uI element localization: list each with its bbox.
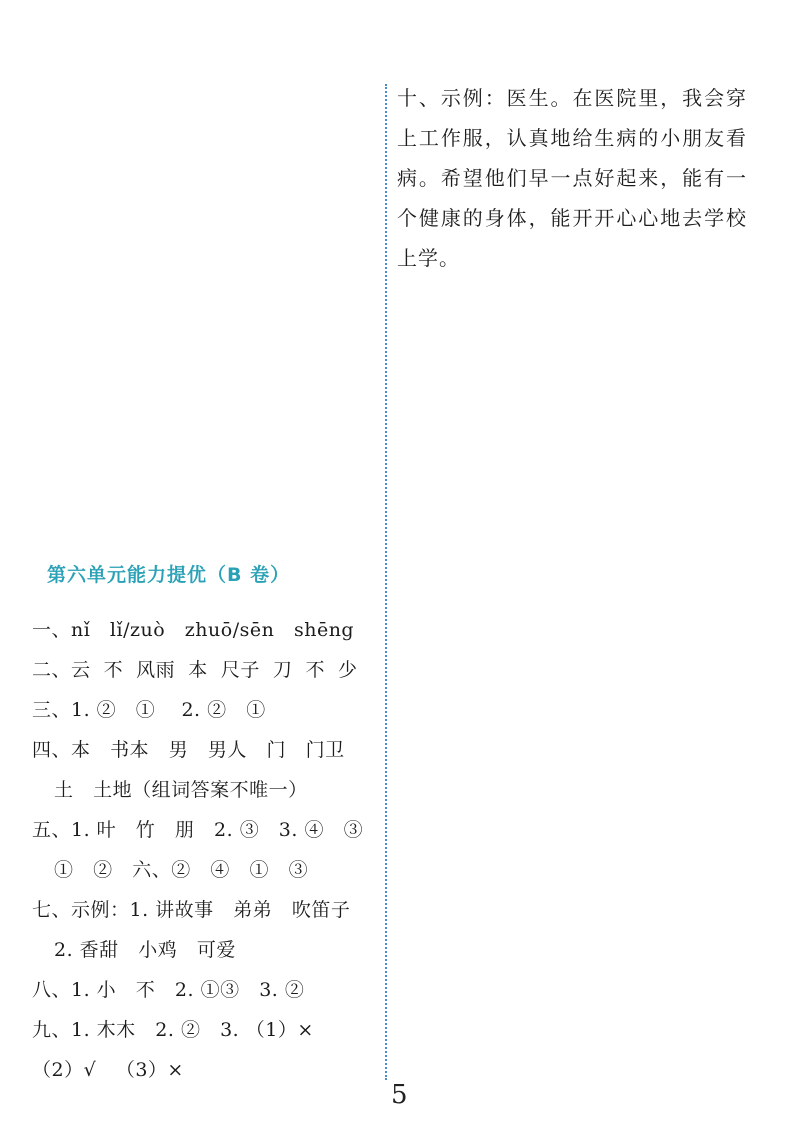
answer-line-7-cont: 2. 香甜 小鸡 可爱 [54,939,236,961]
answer-line-7: 七、示例：1. 讲故事 弟弟 吹笛子 [32,899,351,921]
answer-line-5-cont: ① ② 六、② ④ ① ③ [54,859,309,881]
answer-line-4-cont: 土 土地（组词答案不唯一） [54,779,308,801]
answer-list [32,610,382,1090]
answer-line-1: 一、nǐ lǐ/zuò zhuō/sēn shēng [32,619,355,641]
answer-line-5: 五、1. 叶 竹 朋 2. ③ 3. ④ ③ [32,819,364,841]
section-title: 第六单元能力提优（B 卷） [47,564,291,586]
column-divider [385,84,387,1080]
answer-paragraph-ten: 十、示例：医生。在医院里，我会穿上工作服，认真地给生病的小朋友看病。希望他们早一点好起来，能有一个健康的身体，能开开心心地去学校上学。 [397,86,747,270]
answer-line-8: 八、1. 小 不 2. ①③ 3. ② [32,979,305,1001]
answer-line-2: 二、云 不 风雨 本 尺子 刀 不 少 [32,659,358,681]
right-column [397,78,747,278]
page-number: 5 [391,1080,408,1110]
answer-line-9-cont: （2）√ （3）× [32,1059,184,1081]
answer-line-3: 三、1. ② ① 2. ② ① [32,699,266,721]
answer-line-4: 四、本 书本 男 男人 门 门卫 [32,739,345,761]
answer-line-9: 九、1. 木木 2. ② 3. （1）× [32,1019,314,1041]
